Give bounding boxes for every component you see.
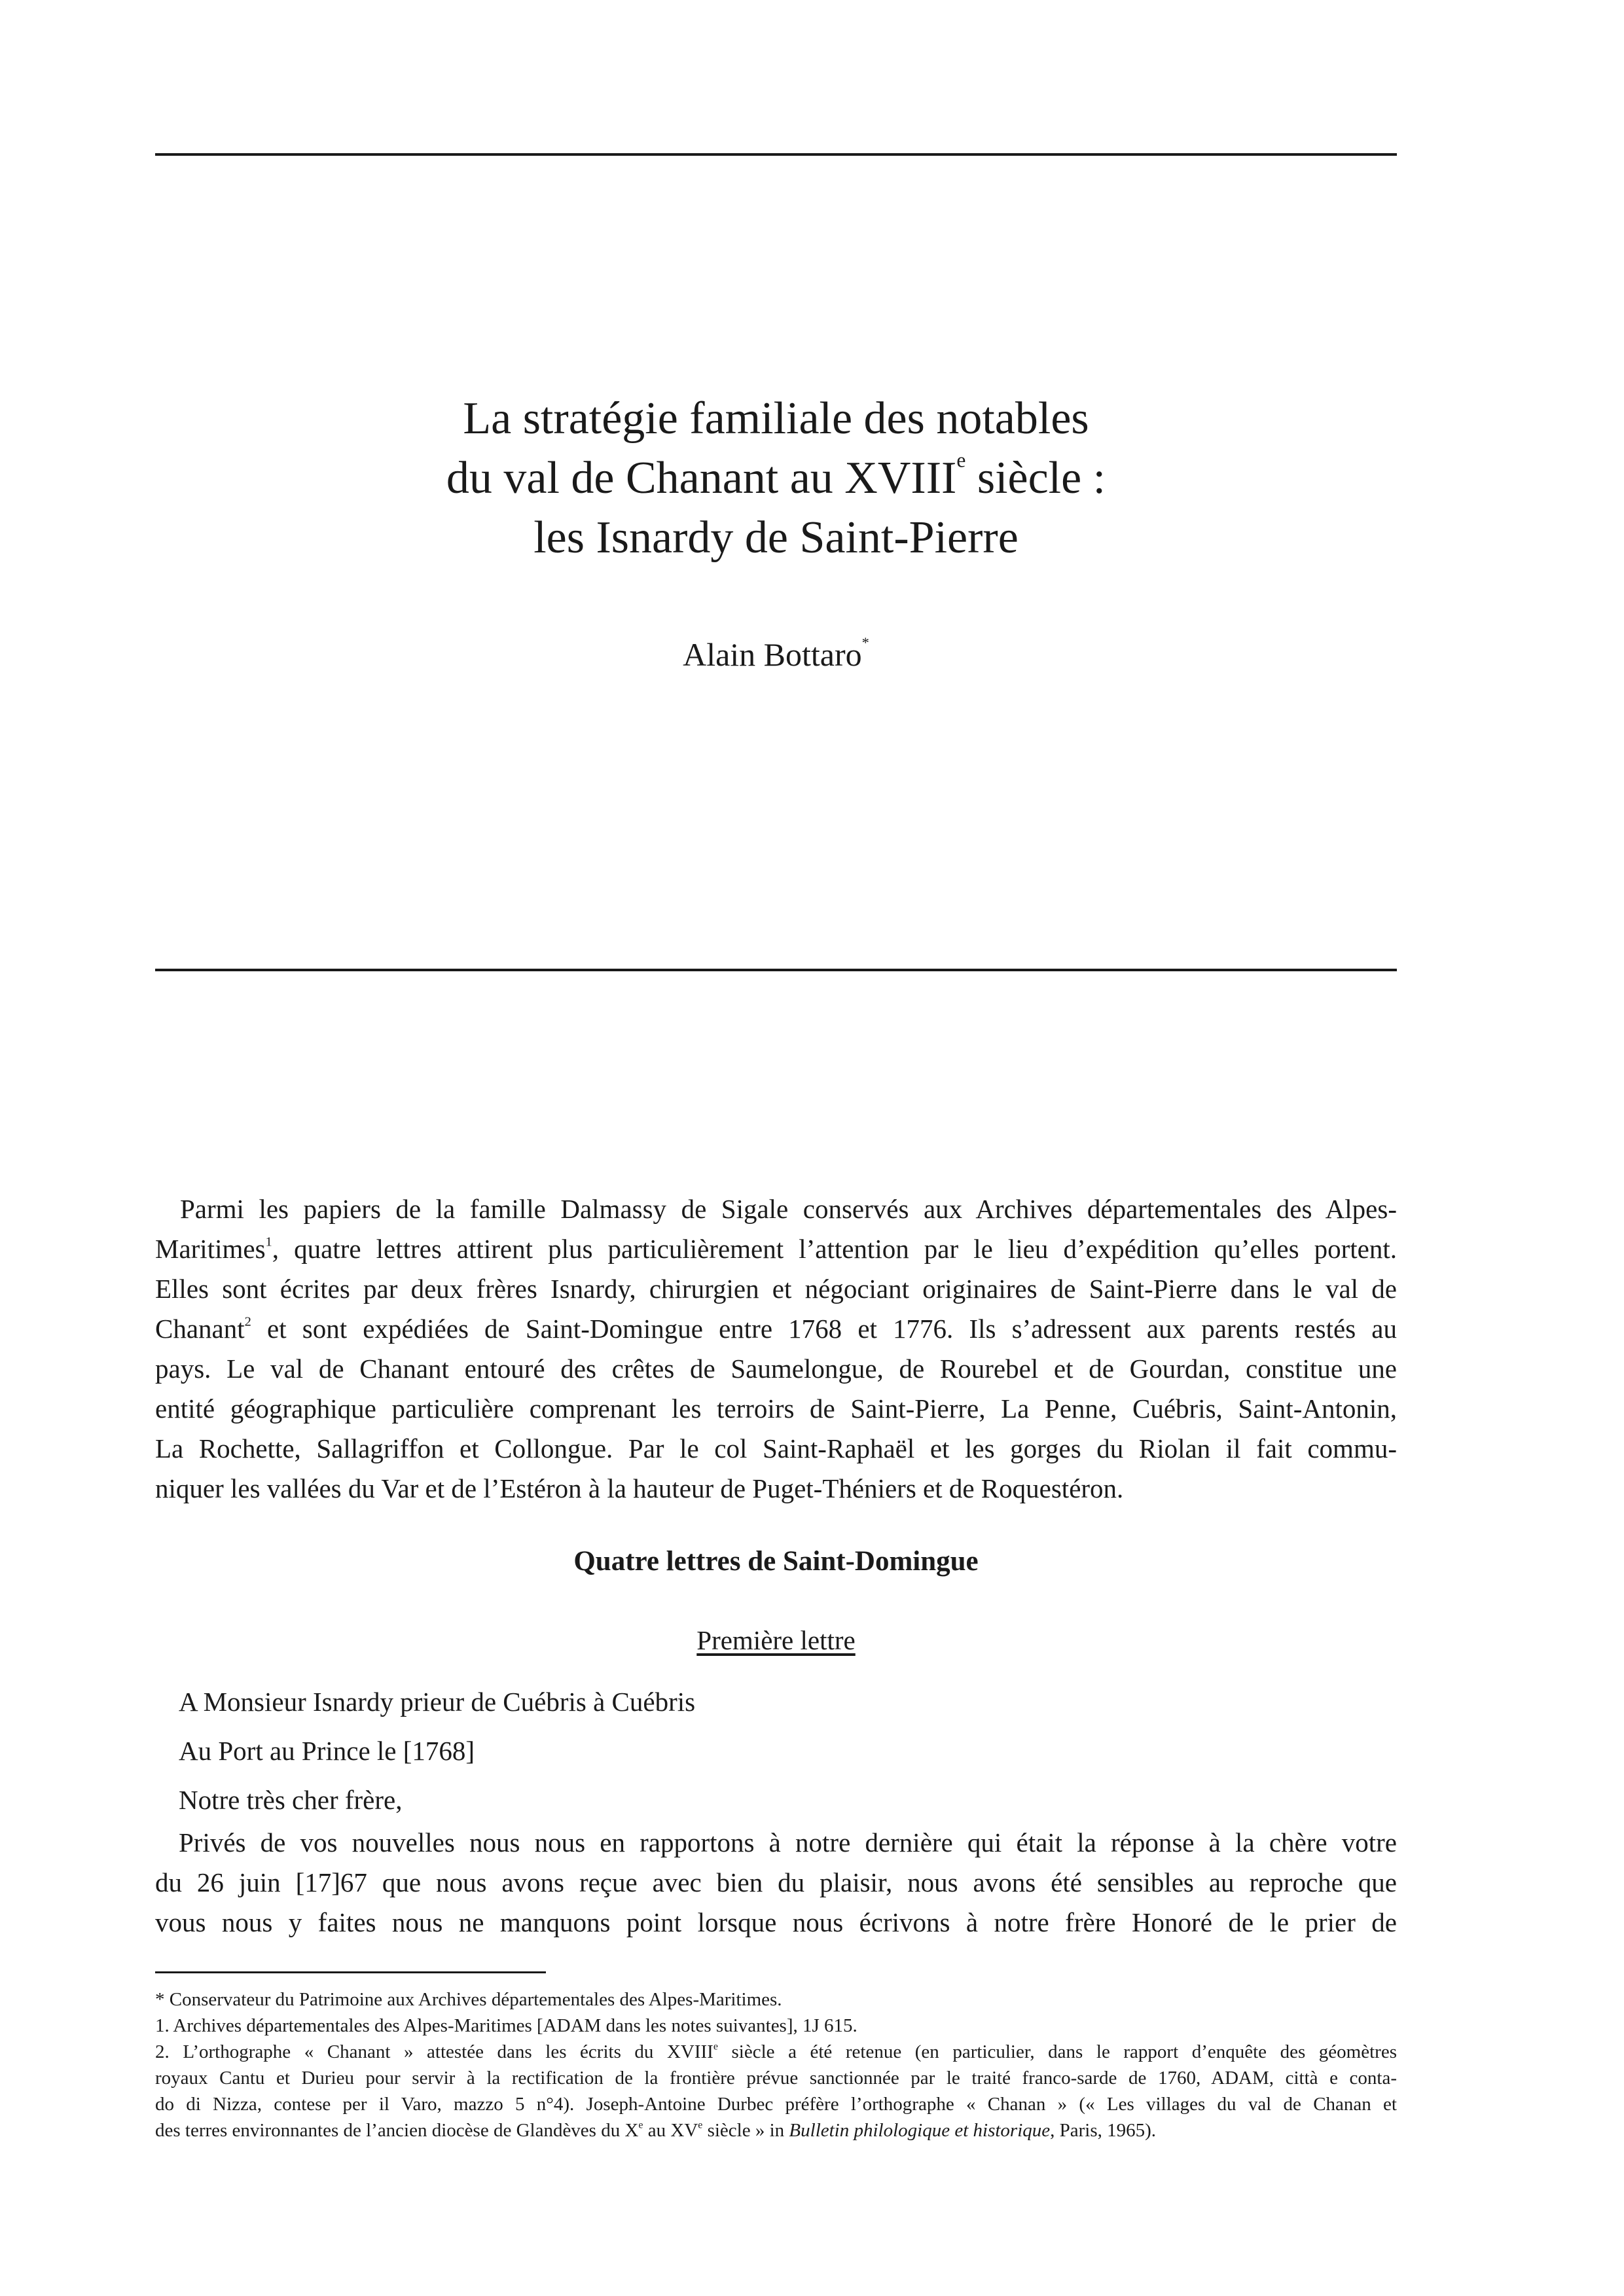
footnote-rule xyxy=(155,1971,546,1973)
footnote-star: * Conservateur du Patrimoine aux Archives départementales des Alpes-Maritimes. xyxy=(155,1989,782,2010)
letter-place-date: Au Port au Prince le [1768] xyxy=(179,1736,475,1766)
intro-line: pays. Le val de Chanant entouré des crêtes de Saumelongue, de Rourebel et de Gourdan, constitue une xyxy=(155,1354,1397,1384)
intro-line xyxy=(155,1229,1397,1269)
author-note-mark: * xyxy=(861,634,869,651)
footnote-2 xyxy=(155,2039,1397,2144)
letter-line: vous nous y faites nous ne manquons point lorsque nous écrivons à notre frère Honoré de le prier de xyxy=(155,1907,1397,1937)
footnote-journal-title: Bulletin philologique et historique xyxy=(789,2120,1051,2141)
author xyxy=(155,635,1397,674)
letter-line: Privés de vos nouvelles nous nous en rapportons à notre dernière qui était la réponse à la chère votre xyxy=(179,1827,1397,1857)
title-bottom-rule xyxy=(155,969,1397,971)
title-line-3: les Isnardy de Saint-Pierre xyxy=(533,512,1019,563)
footnote-text: 2. L’orthographe « Chanant » attestée dans les écrits du XVIII xyxy=(155,2041,713,2062)
title-line-2-end: siècle : xyxy=(965,453,1106,503)
footnote-text: , Paris, 1965). xyxy=(1050,2120,1157,2141)
footnote-2-line: royaux Cantu et Durieu pour servir à la rectification de la frontière prévue sanctionnée par le traité franco-sarde de 1760, ADAM, città e conta- xyxy=(155,2068,1397,2089)
footnote-ref-2: 2 xyxy=(244,1314,251,1329)
footnote-2-line xyxy=(155,2039,1397,2065)
letter-body xyxy=(155,1823,1397,1943)
intro-line: La Rochette, Sallagriffon et Collongue. Par le col Saint-Raphaël et les gorges du Riolan il fait commu- xyxy=(155,1433,1397,1463)
title-line-2 xyxy=(155,448,1397,508)
footnote-superscript: e xyxy=(698,2119,703,2131)
title-superscript: e xyxy=(956,448,966,472)
intro-line: entité géographique particulière comprenant les terroirs de Saint-Pierre, La Penne, Cuébris, Saint-Antonin, xyxy=(155,1393,1397,1424)
footnote-text: des terres environnantes de l’ancien diocèse de Glandèves du X xyxy=(155,2120,639,2141)
intro-line: Elles sont écrites par deux frères Isnardy, chirurgien et négociant originaires de Saint-Pierre dans le val de xyxy=(155,1274,1397,1304)
footnote-superscript: e xyxy=(713,2041,718,2053)
footnote-superscript: e xyxy=(638,2119,643,2131)
intro-line: niquer les vallées du Var et de l’Estéron à la hauteur de Puget-Théniers et de Roquestéron. xyxy=(155,1473,1124,1503)
intro-line xyxy=(155,1309,1397,1349)
footnote-2-line xyxy=(155,2117,1397,2144)
intro-paragraph xyxy=(155,1189,1397,1509)
footnote-1: 1. Archives départementales des Alpes-Maritimes [ADAM dans les notes suivantes], 1J 615. xyxy=(155,2015,857,2036)
footnote-text: siècle » in xyxy=(702,2120,789,2141)
header-rule xyxy=(155,153,1397,156)
section-heading: Quatre lettres de Saint-Domingue xyxy=(573,1546,979,1577)
footnotes xyxy=(155,1986,1397,2144)
letter-address: A Monsieur Isnardy prieur de Cuébris à Cuébris xyxy=(179,1687,696,1717)
footnote-text: siècle a été retenue (en particulier, dans le rapport d’enquête des géomètres xyxy=(717,2041,1397,2062)
footnote-text: au XV xyxy=(643,2120,698,2141)
letter-salutation: Notre très cher frère, xyxy=(179,1785,403,1815)
article-title xyxy=(155,389,1397,567)
footnote-ref-1: 1 xyxy=(265,1234,272,1249)
intro-line: Parmi les papiers de la famille Dalmassy de Sigale conservés aux Archives départementales des Alpes- xyxy=(180,1194,1397,1224)
title-line-1: La stratégie familiale des notables xyxy=(463,393,1089,444)
author-name: Alain Bottaro xyxy=(683,636,862,673)
intro-text: Chanant xyxy=(155,1314,245,1344)
subsection-heading: Première lettre xyxy=(696,1625,856,1655)
intro-text: , quatre lettres attirent plus particulièrement l’attention par le lieu d’expédition qu’elles portent. xyxy=(272,1234,1397,1264)
footnote-2-line: do di Nizza, contese per il Varo, mazzo 5 n°4). Joseph-Antoine Durbec préfère l’orthographe « Chanan » (« Les villages du val de Chanan et xyxy=(155,2094,1397,2115)
title-line-2-text: du val de Chanant au XVIII xyxy=(446,453,957,503)
intro-text: et sont expédiées de Saint-Domingue entre 1768 et 1776. Ils s’adressent aux parents restés au xyxy=(251,1314,1397,1344)
letter-line: du 26 juin [17]67 que nous avons reçue avec bien du plaisir, nous avons été sensibles au reproche que xyxy=(155,1867,1397,1897)
intro-text: Maritimes xyxy=(155,1234,266,1264)
